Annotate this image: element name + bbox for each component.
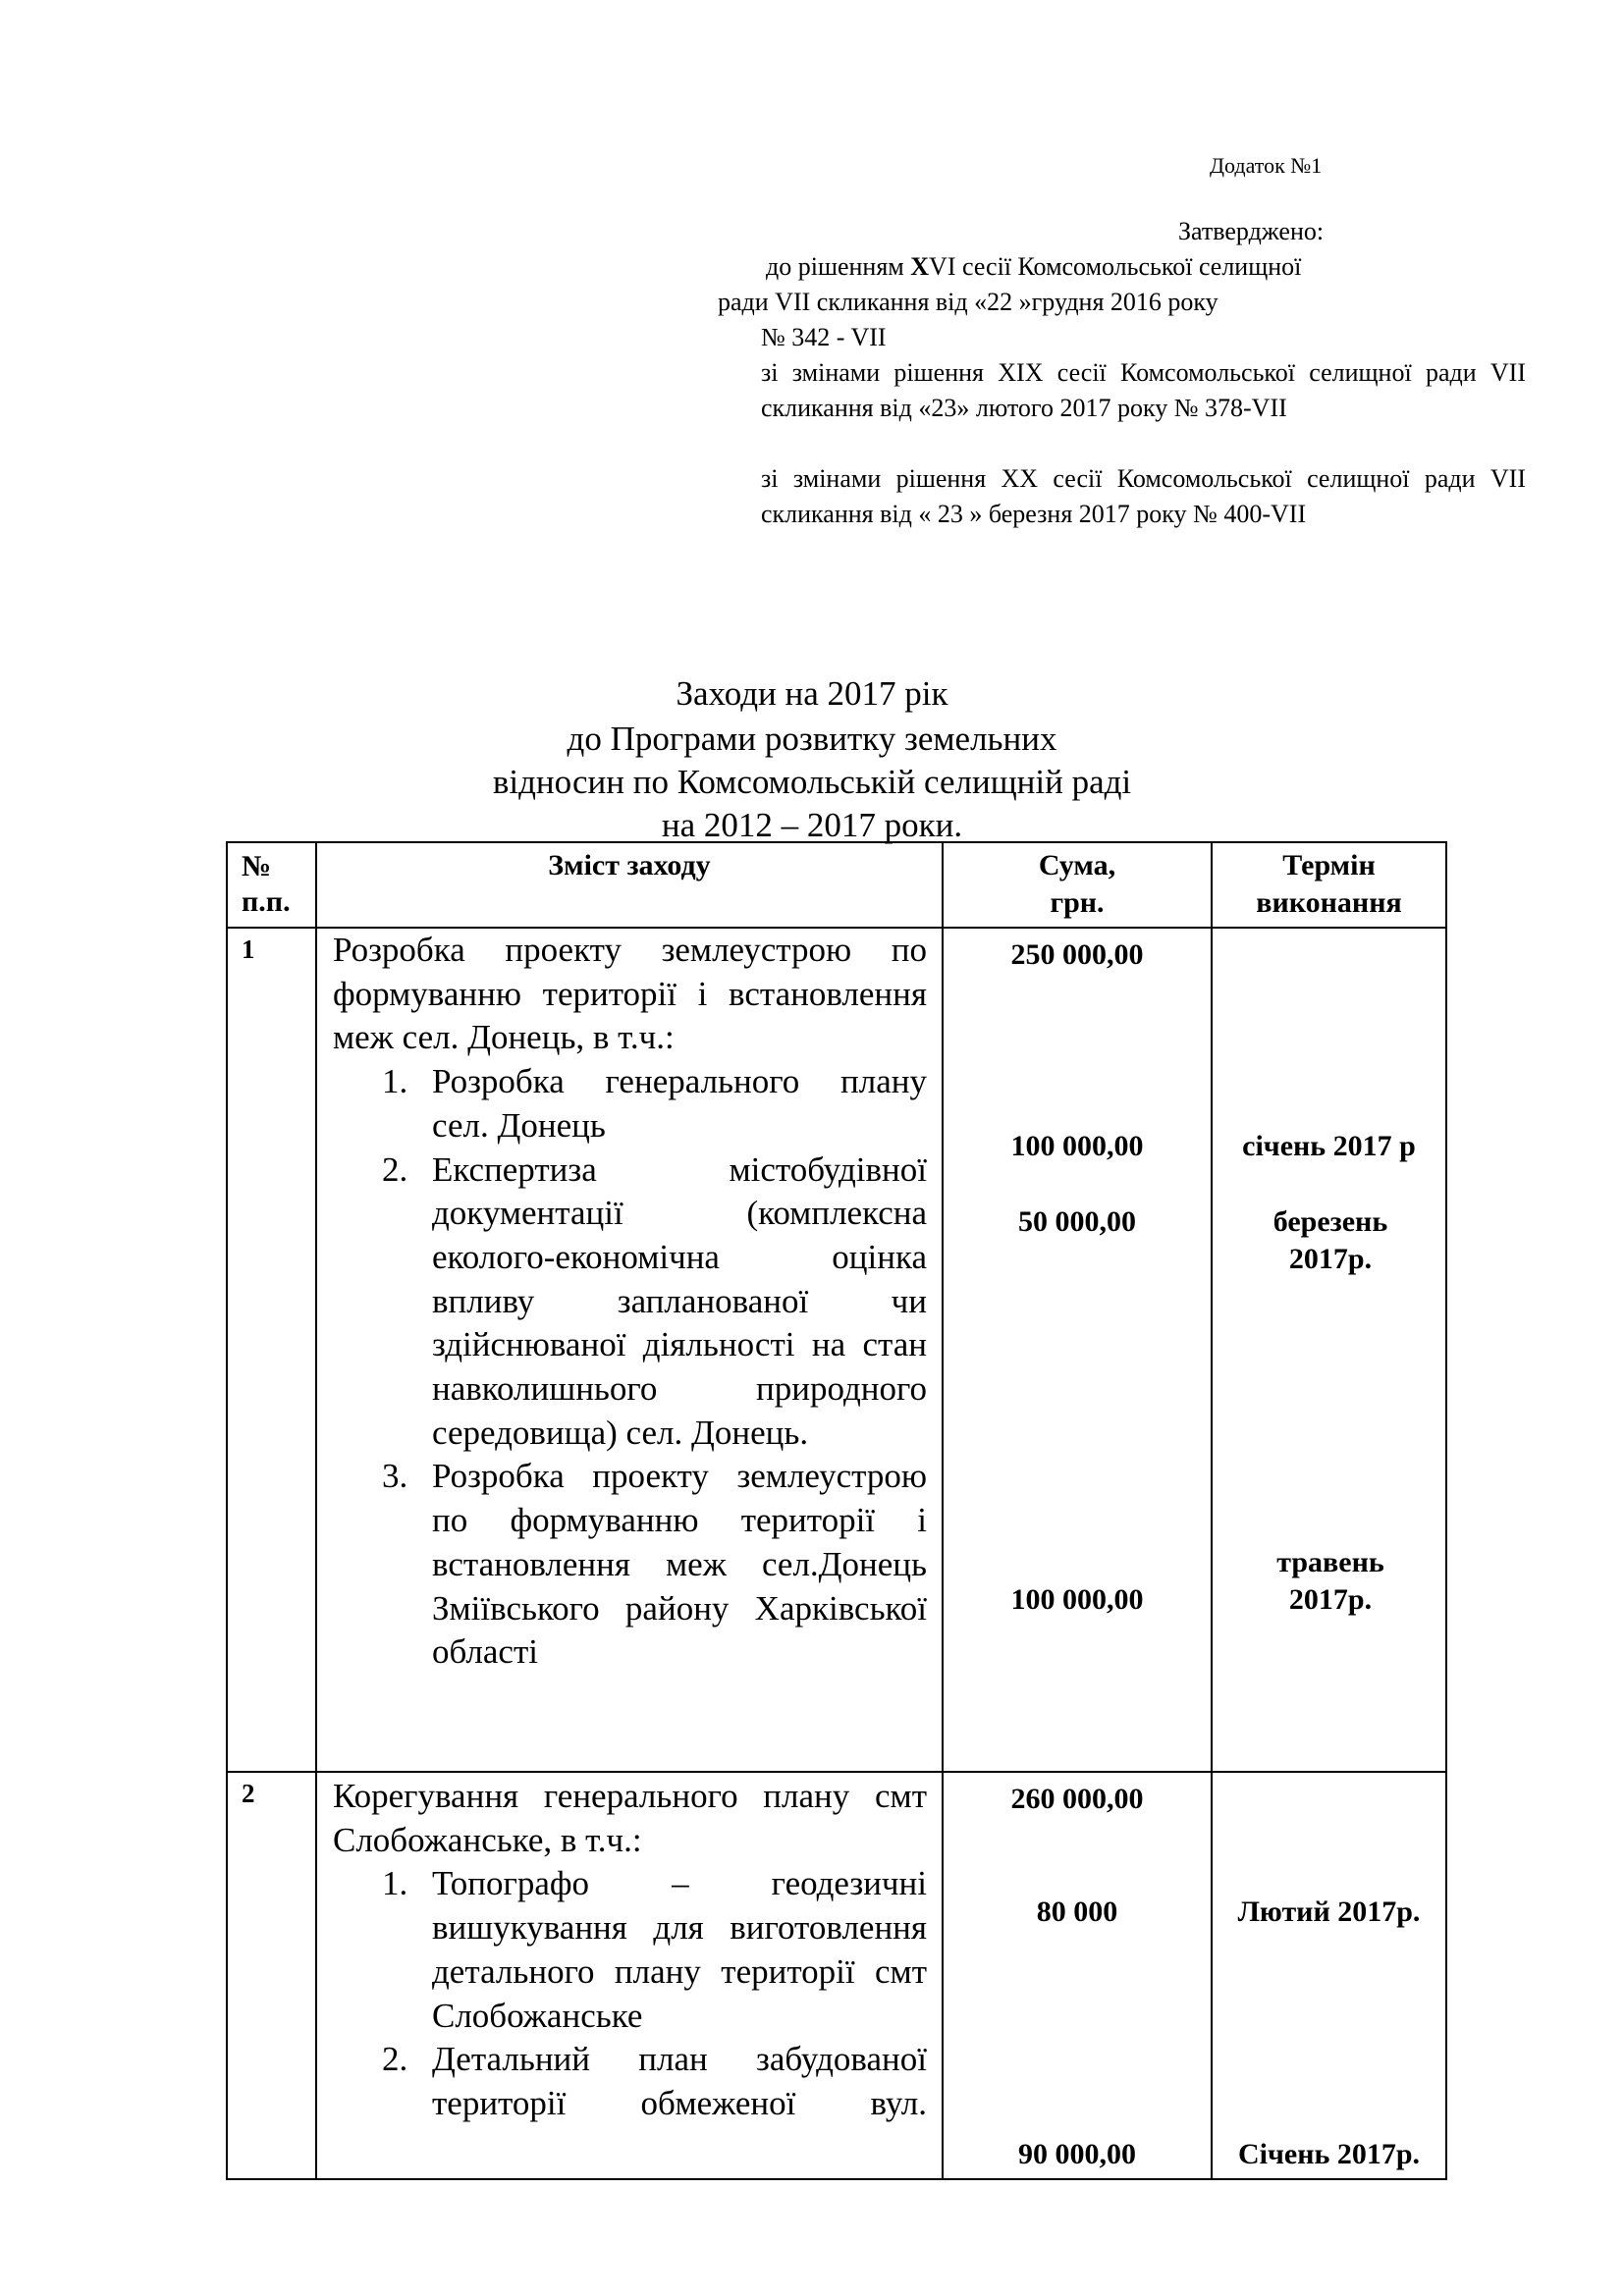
approval-line1 bbox=[766, 249, 1301, 285]
list-item bbox=[333, 1060, 927, 1148]
table-row bbox=[227, 928, 1446, 1772]
item-sum: 100 000,00 bbox=[1010, 1583, 1144, 1616]
item-term: січень 2017 р bbox=[1242, 1130, 1416, 1162]
list-item-text: Детальний план забудованої території обмеженої вул. bbox=[432, 2040, 927, 2122]
table-header-row bbox=[227, 842, 1446, 928]
doc-title-line3: відносин по Комсомольській селищній раді bbox=[492, 763, 1132, 801]
list-marker: 1. bbox=[382, 1062, 408, 1101]
approval-line1-bold: X bbox=[910, 252, 930, 281]
row-total-sum: 260 000,00 bbox=[1010, 1783, 1144, 1815]
item-sum: 100 000,00 bbox=[1010, 1130, 1144, 1162]
approval-line2: ради VII скликання від «22 »грудня 2016 року bbox=[718, 288, 1218, 316]
amendment-1: зі змінами рішення XIX сесії Комсомольської селищної ради VII скликання від «23» лютого 2017 року № 378-VII bbox=[761, 358, 1526, 422]
list-item bbox=[333, 2038, 927, 2125]
row-total-sum: 250 000,00 bbox=[1010, 938, 1144, 971]
list-item bbox=[333, 1455, 927, 1675]
header-content: Зміст заходу bbox=[316, 842, 943, 928]
approval-line3: № 342 - VII bbox=[761, 323, 887, 351]
approved-label: Затверджено: bbox=[1178, 217, 1325, 245]
doc-title-line2: до Програми розвитку земельних bbox=[567, 720, 1057, 758]
item-term: Лютий 2017р. bbox=[1237, 1896, 1421, 1928]
row-number: 2 bbox=[227, 1772, 316, 2179]
row-number: 1 bbox=[227, 928, 316, 1772]
approval-line1-prefix: до рішенням bbox=[766, 252, 911, 281]
list-item-text: Експертиза містобудівної документації (комплексна еколого-економічна оцінка впливу запланованої чи здійснюваної діяльності на стан навколишнього природного середовища) сел. Донець. bbox=[432, 1149, 927, 1452]
header-sum: Сума, грн. bbox=[943, 842, 1212, 928]
row-intro: Корегування генерального плану смт Слобожанське, в т.ч.: bbox=[333, 1777, 927, 1859]
row-terms bbox=[1212, 1772, 1446, 2179]
list-item-text: Топографо – геодезичні вишукування для виготовлення детального плану території смт Слобожанське bbox=[432, 1864, 927, 2035]
measures-table bbox=[226, 841, 1447, 2180]
list-item-text: Розробка проекту землеустрою по формуванню території і встановлення меж сел.Донець Зміївського району Харківської області bbox=[432, 1457, 927, 1672]
list-item bbox=[333, 1148, 927, 1456]
item-term: Січень 2017р. bbox=[1237, 2138, 1421, 2170]
row-content bbox=[316, 928, 943, 1772]
header-term: Термін виконання bbox=[1212, 842, 1446, 928]
header-num: № п.п. bbox=[227, 842, 316, 928]
doc-title-line4: на 2012 – 2017 роки. bbox=[661, 806, 963, 844]
item-sum: 50 000,00 bbox=[1018, 1205, 1136, 1238]
list-marker: 3. bbox=[382, 1457, 408, 1496]
list-item bbox=[333, 1862, 927, 2038]
approval-line1-rest: VI сесії Комсомольської селищної bbox=[929, 252, 1302, 281]
item-term: травень 2017р. bbox=[1276, 1546, 1384, 1616]
list-marker: 2. bbox=[382, 2040, 408, 2079]
item-term: березень 2017р. bbox=[1272, 1205, 1388, 1275]
row-terms bbox=[1212, 928, 1446, 1772]
row-content bbox=[316, 1772, 943, 2179]
row-sums bbox=[943, 1772, 1212, 2179]
list-marker: 2. bbox=[382, 1149, 408, 1189]
item-sum: 90 000,00 bbox=[1018, 2138, 1136, 2170]
amendment-2: зі змінами рішення XX сесії Комсомольської селищної ради VII скликання від « 23 » березня 2017 року № 400-VII bbox=[761, 464, 1526, 528]
row-sums bbox=[943, 928, 1212, 1772]
appendix-label: Додаток №1 bbox=[1210, 153, 1323, 178]
doc-title-line1: Заходи на 2017 рік bbox=[676, 674, 948, 713]
row-intro: Розробка проекту землеустрою по формуванню території і встановлення меж сел. Донець, в т.ч.: bbox=[333, 931, 927, 1057]
list-marker: 1. bbox=[382, 1864, 408, 1903]
list-item-text: Розробка генерального плану сел. Донець bbox=[432, 1062, 927, 1145]
table-row bbox=[227, 1772, 1446, 2179]
item-sum: 80 000 bbox=[1036, 1896, 1118, 1928]
